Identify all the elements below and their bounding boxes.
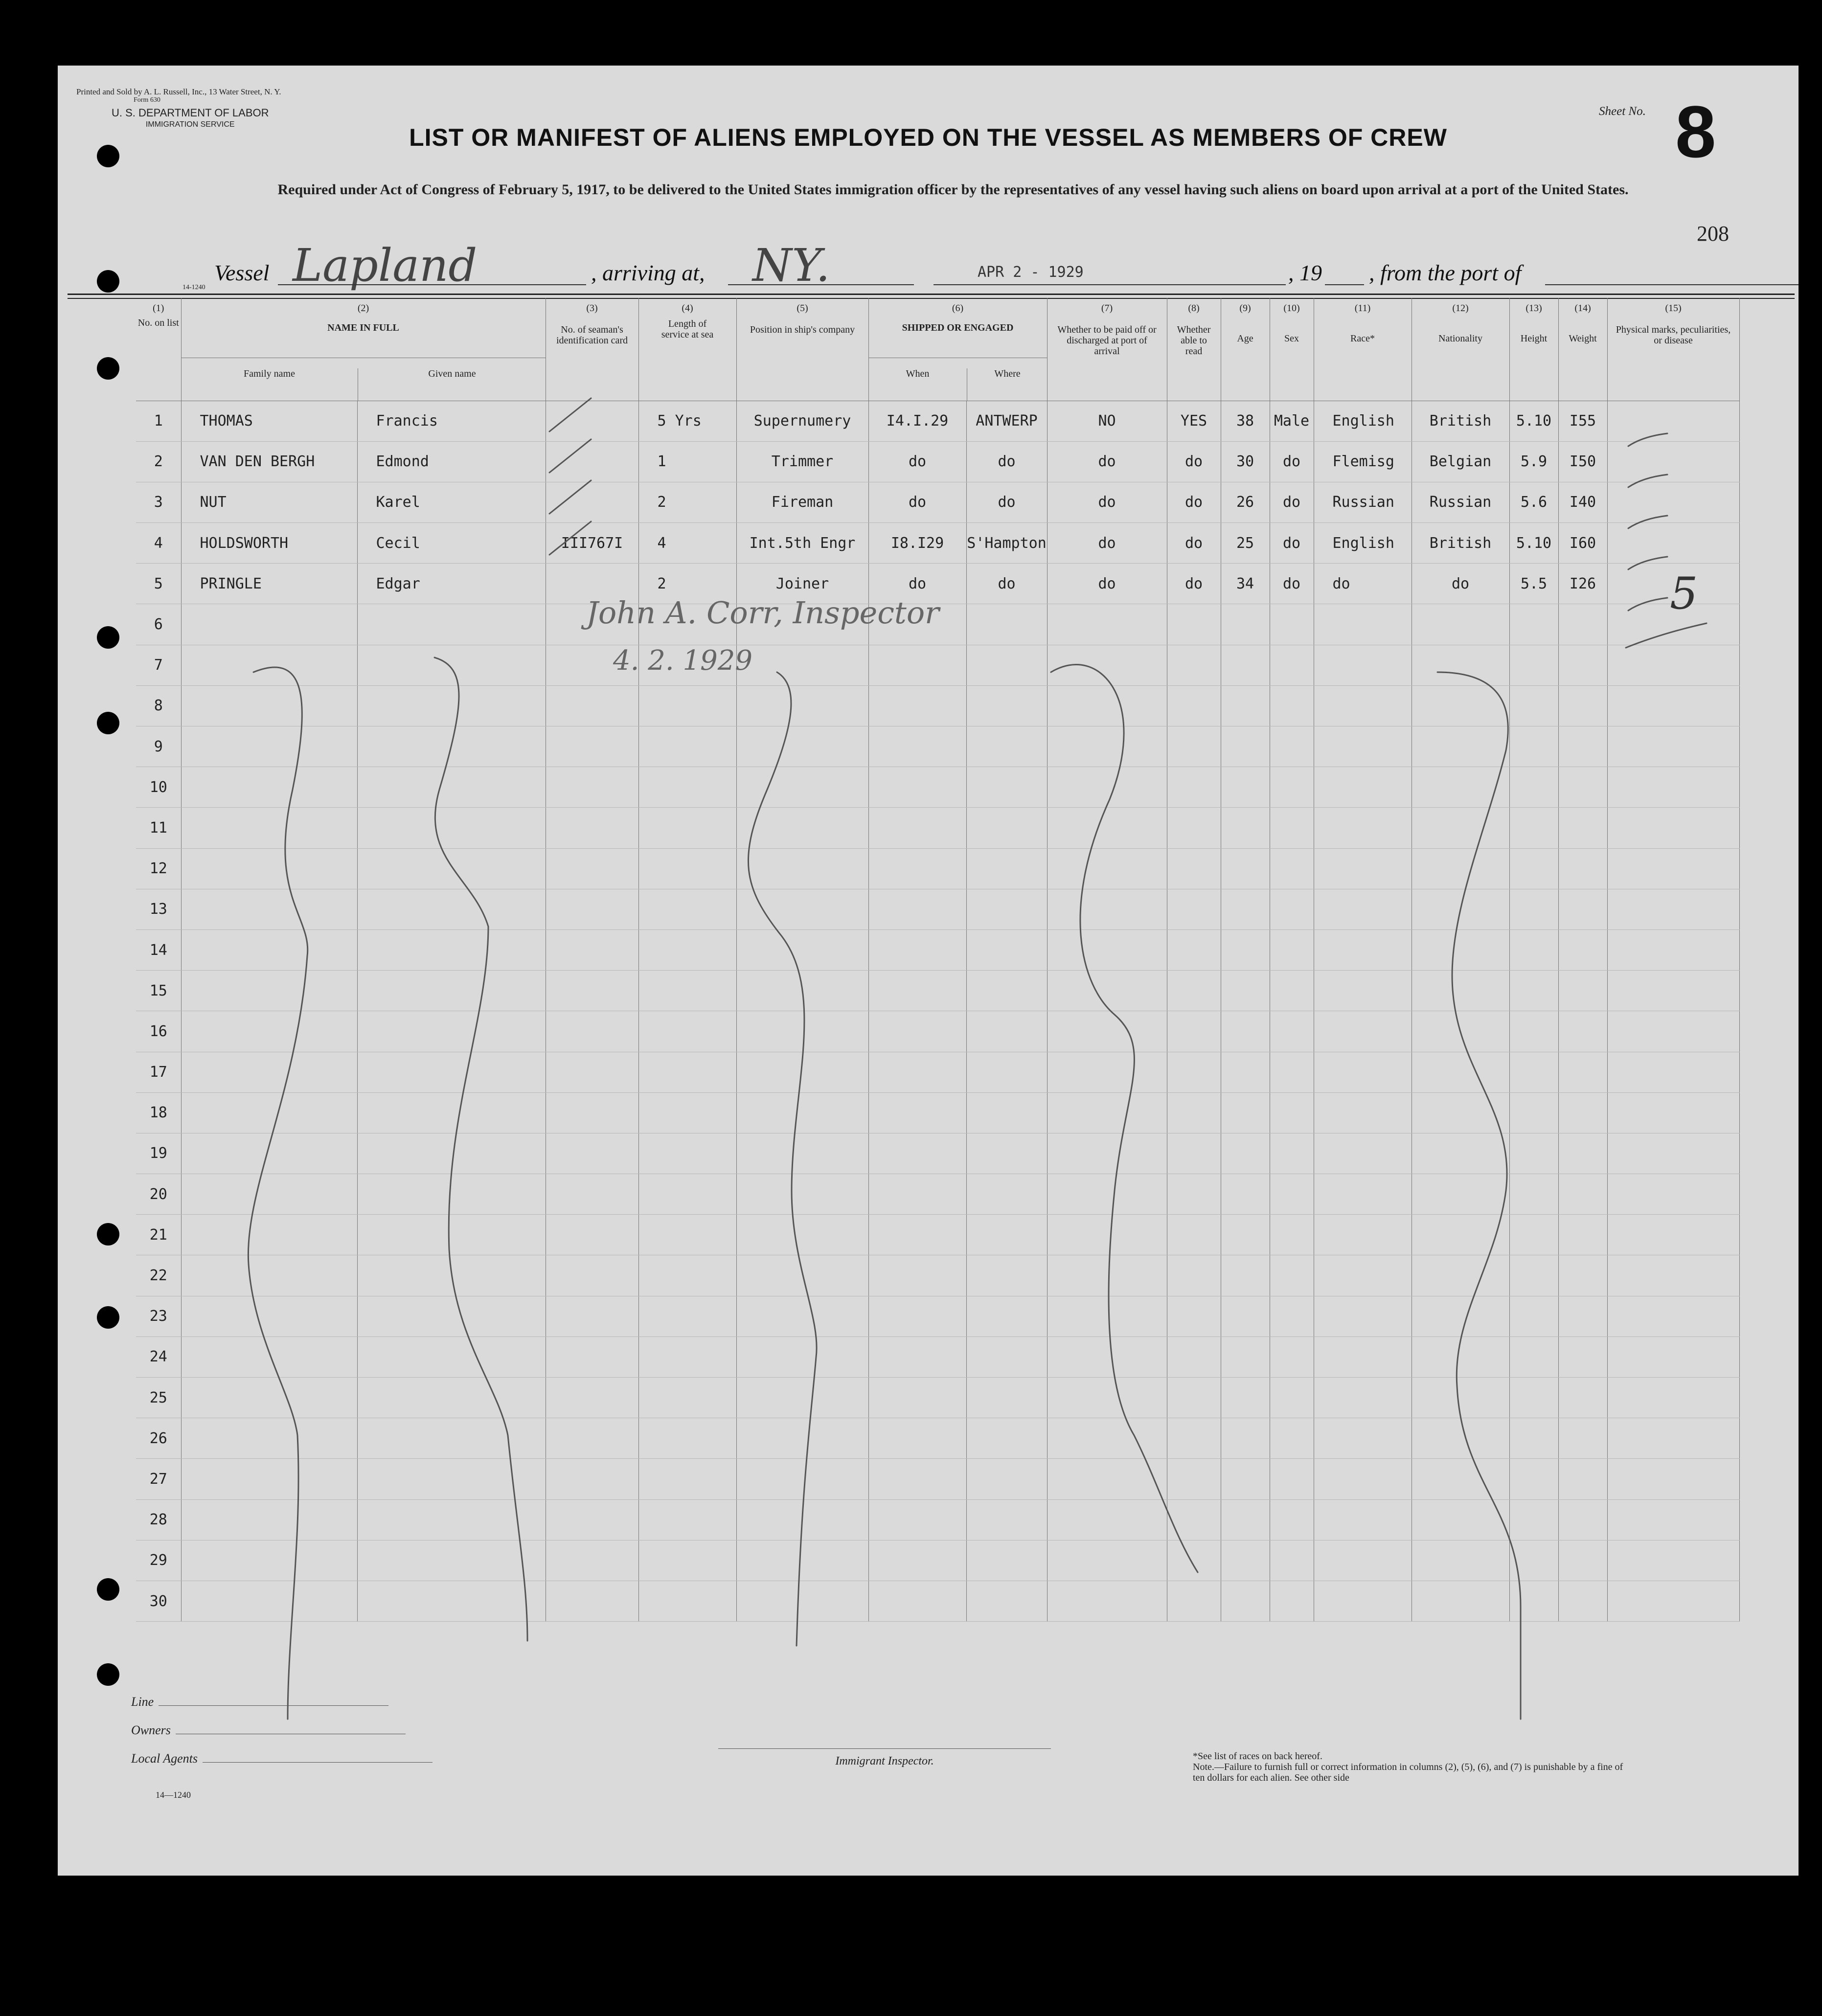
form-code-bottom: 14—1240 xyxy=(156,1790,191,1800)
row-number: 5 xyxy=(136,564,181,604)
cell-service: 4 xyxy=(638,523,736,564)
cell-paid-off: do xyxy=(1047,482,1167,522)
cell-race: English xyxy=(1314,523,1412,564)
cell-height: 5.10 xyxy=(1509,401,1558,441)
col-header-5: (5) Position in ship's company xyxy=(736,298,868,401)
vessel-label: Vessel xyxy=(214,260,270,285)
row-number: 21 xyxy=(136,1215,181,1255)
cell-age: 30 xyxy=(1221,441,1270,482)
arrival-date-stamp: APR 2 - 1929 xyxy=(978,264,1084,281)
row-number: 13 xyxy=(136,889,181,929)
count-mark: 5 xyxy=(1670,568,1698,619)
cell-family: PRINGLE xyxy=(181,564,357,604)
row-number: 2 xyxy=(136,441,181,482)
cell-when: I8.I29 xyxy=(868,523,966,564)
row-number: 17 xyxy=(136,1052,181,1092)
races-note: *See list of races on back hereof. xyxy=(1193,1751,1322,1762)
cell-height: 5.5 xyxy=(1509,564,1558,604)
col-header-3: (3) No. of seaman's identification card xyxy=(546,298,638,401)
col-header-11: (11) Race* xyxy=(1314,298,1412,401)
owners-label: Owners xyxy=(131,1723,171,1737)
wavy-line-1 xyxy=(248,667,307,1719)
cell-where: S'Hampton xyxy=(966,523,1047,564)
cell-position: Fireman xyxy=(736,482,868,522)
row-number: 23 xyxy=(136,1296,181,1336)
printer-credit: Printed and Sold by A. L. Russell, Inc., 13 Water Street, N. Y. xyxy=(76,87,281,96)
cell-card: III767I xyxy=(546,523,638,564)
cell-height: 5.9 xyxy=(1509,441,1558,482)
wavy-line-3 xyxy=(748,672,817,1646)
cell-race: Flemisg xyxy=(1314,441,1412,482)
binder-hole xyxy=(97,357,119,380)
col-header-10: (10) Sex xyxy=(1270,298,1314,401)
row-number: 12 xyxy=(136,848,181,889)
cell-height: 5.10 xyxy=(1509,523,1558,564)
immigrant-inspector-line: Immigrant Inspector. xyxy=(718,1748,1051,1768)
cell-weight: I40 xyxy=(1558,482,1607,522)
cell-age: 26 xyxy=(1221,482,1270,522)
cell-read: do xyxy=(1167,564,1221,604)
cell-read: do xyxy=(1167,441,1221,482)
check-mark xyxy=(1628,598,1667,611)
penalty-note: Note.—Failure to furnish full or correct information in columns (2), (5), (6), and (7) is punishable by a fine of ten dollars for each alien. See other side xyxy=(1193,1762,1623,1783)
cell-given: Cecil xyxy=(357,523,546,564)
cell-sex: Male xyxy=(1270,401,1314,441)
cell-nationality: British xyxy=(1412,523,1509,564)
binder-hole xyxy=(97,1306,119,1329)
check-mark xyxy=(1628,557,1667,569)
row-number: 6 xyxy=(136,604,181,645)
cell-age: 38 xyxy=(1221,401,1270,441)
cell-age: 34 xyxy=(1221,564,1270,604)
check-mark xyxy=(549,521,591,555)
cell-sex: do xyxy=(1270,441,1314,482)
row-number: 10 xyxy=(136,767,181,808)
row-number: 11 xyxy=(136,808,181,848)
cell-weight: I50 xyxy=(1558,441,1607,482)
col-header-2: (2) NAME IN FULL Family name Given name xyxy=(181,298,546,401)
cell-family: VAN DEN BERGH xyxy=(181,441,357,482)
sheet-label: Sheet No. xyxy=(1599,105,1646,118)
page-number: 208 xyxy=(1697,222,1729,246)
line-label: Line xyxy=(131,1695,154,1709)
department-name: U. S. DEPARTMENT OF LABOR xyxy=(112,107,269,119)
wavy-line-2 xyxy=(434,657,527,1641)
arriving-label: , arriving at, xyxy=(591,260,705,285)
cell-age: 25 xyxy=(1221,523,1270,564)
row-number: 9 xyxy=(136,726,181,767)
cell-read: YES xyxy=(1167,401,1221,441)
document-title: LIST OR MANIFEST OF ALIENS EMPLOYED ON THE VESSEL AS MEMBERS OF CREW xyxy=(409,124,1447,151)
cell-when: I4.I.29 xyxy=(868,401,966,441)
check-mark xyxy=(549,439,591,473)
check-mark xyxy=(1628,516,1667,528)
sheet-number: 8 xyxy=(1675,91,1716,173)
inspector-date: 4. 2. 1929 xyxy=(613,645,752,677)
cell-position: Trimmer xyxy=(736,441,868,482)
row-number: 28 xyxy=(136,1499,181,1540)
cell-where: do xyxy=(966,441,1047,482)
col-header-13: (13) Height xyxy=(1509,298,1558,401)
check-mark xyxy=(549,398,591,431)
cell-where: ANTWERP xyxy=(966,401,1047,441)
row-number: 20 xyxy=(136,1174,181,1215)
cell-service: 2 xyxy=(638,482,736,522)
wavy-line-5 xyxy=(1437,672,1521,1719)
col-header-1: (1) No. on list xyxy=(136,298,181,401)
bracket-mark xyxy=(1626,623,1707,648)
cell-nationality: Russian xyxy=(1412,482,1509,522)
service-name: IMMIGRATION SERVICE xyxy=(145,120,235,129)
wavy-line-4 xyxy=(1051,665,1198,1572)
vessel-name: Lapland xyxy=(293,239,478,292)
col-header-9: (9) Age xyxy=(1221,298,1270,401)
cell-weight: I55 xyxy=(1558,401,1607,441)
row-number: 15 xyxy=(136,971,181,1011)
row-number: 24 xyxy=(136,1336,181,1377)
cell-paid-off: do xyxy=(1047,441,1167,482)
local-agents-label: Local Agents xyxy=(131,1751,198,1766)
row-number: 18 xyxy=(136,1092,181,1133)
check-mark xyxy=(1628,433,1667,446)
cell-position: Joiner xyxy=(736,564,868,604)
cell-nationality: Belgian xyxy=(1412,441,1509,482)
cell-where: do xyxy=(966,564,1047,604)
form-code-top: 14-1240 xyxy=(182,284,205,291)
cell-read: do xyxy=(1167,523,1221,564)
binder-hole xyxy=(97,145,119,167)
cell-height: 5.6 xyxy=(1509,482,1558,522)
cell-paid-off: NO xyxy=(1047,401,1167,441)
cell-sex: do xyxy=(1270,564,1314,604)
cell-sex: do xyxy=(1270,523,1314,564)
row-number: 3 xyxy=(136,482,181,522)
cell-family: NUT xyxy=(181,482,357,522)
col-header-4: (4) Length of service at sea xyxy=(638,298,736,401)
row-number: 26 xyxy=(136,1418,181,1459)
row-number: 1 xyxy=(136,401,181,441)
col-header-14: (14) Weight xyxy=(1558,298,1607,401)
row-number: 4 xyxy=(136,523,181,564)
cell-paid-off: do xyxy=(1047,564,1167,604)
row-number: 25 xyxy=(136,1378,181,1418)
year-prefix: , 19 xyxy=(1288,260,1322,285)
cell-family: HOLDSWORTH xyxy=(181,523,357,564)
arriving-at-value: NY. xyxy=(752,239,830,292)
binder-hole xyxy=(97,1663,119,1686)
cell-given: Edmond xyxy=(357,441,546,482)
binder-hole xyxy=(97,1578,119,1601)
cell-when: do xyxy=(868,441,966,482)
row-number: 14 xyxy=(136,929,181,970)
pencil-annotations xyxy=(58,66,1799,1876)
cell-race: do xyxy=(1314,564,1412,604)
check-mark xyxy=(549,480,591,514)
form-number: Form 630 xyxy=(134,96,160,104)
cell-weight: I26 xyxy=(1558,564,1607,604)
row-number: 7 xyxy=(136,645,181,685)
cell-service: 5 Yrs xyxy=(638,401,736,441)
row-number: 22 xyxy=(136,1255,181,1296)
cell-when: do xyxy=(868,564,966,604)
row-number: 19 xyxy=(136,1133,181,1174)
cell-where: do xyxy=(966,482,1047,522)
row-number: 16 xyxy=(136,1011,181,1052)
row-number: 27 xyxy=(136,1459,181,1499)
col-header-15: (15) Physical marks, peculiarities, or disease xyxy=(1607,298,1739,401)
cell-nationality: British xyxy=(1412,401,1509,441)
legal-requirement: Required under Act of Congress of February 5, 1917, to be delivered to the United States immigration officer by the representatives of any vessel having such aliens on board upon arrival at a port of the United States. xyxy=(277,181,1629,198)
cell-position: Int.5th Engr xyxy=(736,523,868,564)
col-header-7: (7) Whether to be paid off or discharged at port of arrival xyxy=(1047,298,1167,401)
col-header-6: (6) SHIPPED OR ENGAGED When Where xyxy=(868,298,1047,401)
row-number: 8 xyxy=(136,685,181,726)
cell-race: Russian xyxy=(1314,482,1412,522)
row-number: 30 xyxy=(136,1581,181,1621)
cell-family: THOMAS xyxy=(181,401,357,441)
cell-read: do xyxy=(1167,482,1221,522)
col-header-12: (12) Nationality xyxy=(1412,298,1509,401)
cell-paid-off: do xyxy=(1047,523,1167,564)
cell-when: do xyxy=(868,482,966,522)
manifest-sheet xyxy=(58,66,1799,1876)
cell-race: English xyxy=(1314,401,1412,441)
cell-nationality: do xyxy=(1412,564,1509,604)
cell-given: Karel xyxy=(357,482,546,522)
cell-given: Edgar xyxy=(357,564,546,604)
cell-position: Supernumery xyxy=(736,401,868,441)
inspector-signature: John A. Corr, Inspector xyxy=(586,595,939,631)
cell-given: Francis xyxy=(357,401,546,441)
binder-hole xyxy=(97,712,119,734)
col-header-8: (8) Whether able to read xyxy=(1167,298,1221,401)
binder-hole xyxy=(97,270,119,293)
binder-hole xyxy=(97,1223,119,1246)
check-mark xyxy=(1628,475,1667,487)
from-port-label: , from the port of xyxy=(1369,260,1522,285)
row-number: 29 xyxy=(136,1540,181,1581)
cell-weight: I60 xyxy=(1558,523,1607,564)
cell-service: 2 xyxy=(638,564,736,604)
cell-service: 1 xyxy=(638,441,736,482)
binder-hole xyxy=(97,626,119,649)
cell-sex: do xyxy=(1270,482,1314,522)
